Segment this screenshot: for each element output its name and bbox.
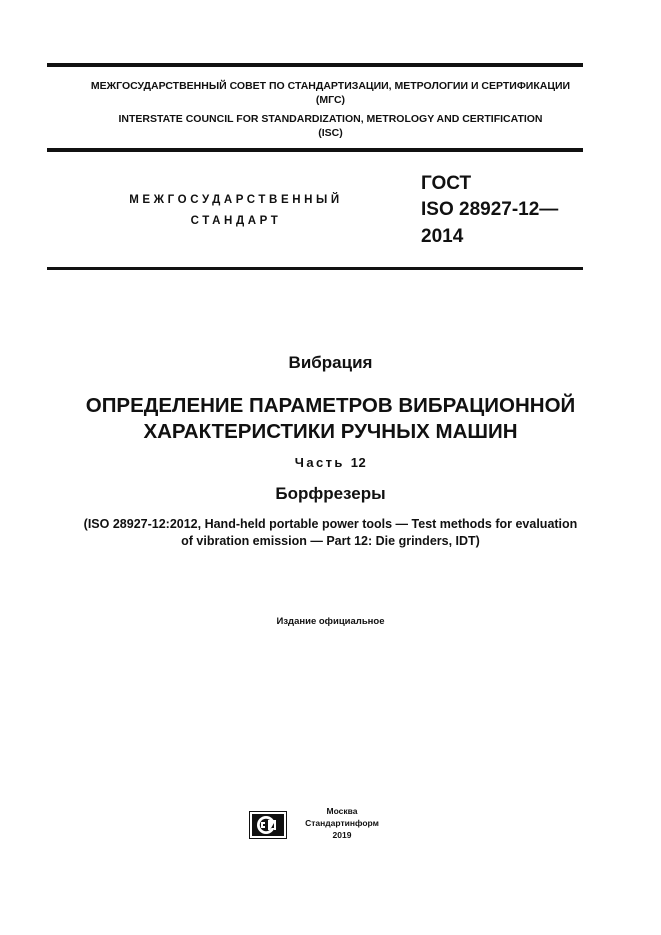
designation-bottom-rule bbox=[47, 267, 583, 270]
part-heading bbox=[0, 455, 661, 470]
document-title-line1: ОПРЕДЕЛЕНИЕ ПАРАМЕТРОВ ВИБРАЦИОННОЙ bbox=[85, 394, 576, 417]
document-subtitle: Борфрезеры bbox=[275, 484, 386, 503]
publisher-name: Стандартинформ bbox=[305, 818, 379, 828]
top-rule bbox=[47, 63, 583, 67]
publisher-city: Москва bbox=[326, 806, 358, 816]
document-subject: Вибрация bbox=[288, 353, 373, 372]
council-abbr-en: (ISC) bbox=[318, 127, 343, 139]
designation-line3: 2014 bbox=[421, 226, 464, 247]
part-number: 12 bbox=[350, 455, 367, 470]
edition-note: Издание официальное bbox=[276, 616, 385, 627]
document-title-line2: ХАРАКТЕРИСТИКИ РУЧНЫХ МАШИН bbox=[143, 420, 518, 443]
council-name-ru: МЕЖГОСУДАРСТВЕННЫЙ СОВЕТ ПО СТАНДАРТИЗАЦИИ, МЕТРОЛОГИИ И СЕРТИФИКАЦИИ bbox=[90, 80, 571, 92]
designation-line2: ISO 28927-12— bbox=[421, 199, 559, 220]
publisher-year: 2019 bbox=[332, 830, 352, 840]
council-abbr-ru: (МГС) bbox=[315, 94, 346, 106]
standartinform-logo-icon bbox=[249, 811, 287, 839]
council-name-en: INTERSTATE COUNCIL FOR STANDARDIZATION, METROLOGY AND CERTIFICATION bbox=[118, 113, 543, 125]
standard-type-line1: МЕЖГОСУДАРСТВЕННЫЙ bbox=[129, 194, 343, 206]
iso-reference-line1: (ISO 28927-12:2012, Hand-held portable power tools — Test methods for evaluation bbox=[83, 517, 578, 531]
part-label: Часть bbox=[294, 455, 345, 470]
designation-line1: ГОСТ bbox=[421, 173, 472, 194]
standard-type-line2: СТАНДАРТ bbox=[190, 215, 282, 227]
iso-reference-line2: of vibration emission — Part 12: Die grinders, IDT) bbox=[181, 534, 480, 548]
council-bottom-rule bbox=[47, 148, 583, 152]
